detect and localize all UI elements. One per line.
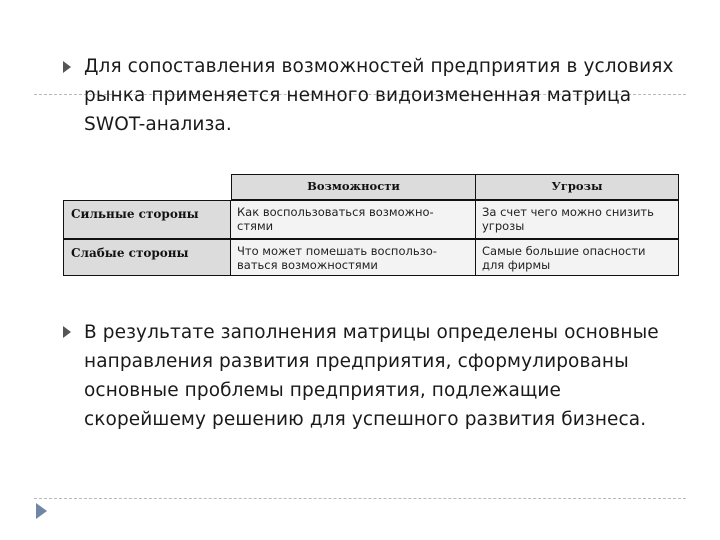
cell-line: стями [237,219,274,233]
cell-line: За счет чего можно снизить [482,205,654,219]
header-opportunities: Возможности [231,174,476,200]
cell-strengths-threats [476,200,679,239]
paragraph-line: направления развития предприятия, сформулированы [84,351,629,372]
bullet-triangle-icon [63,61,71,73]
paragraph-line: рынка применяется немного видоизмененная матрица [84,85,632,106]
cell-weaknesses-opportunities [231,239,476,276]
bullet-triangle-icon [63,326,71,338]
cell-line: Как воспользоваться возможно- [237,205,434,219]
cell-weaknesses-threats [476,239,679,276]
paragraph-line: В результате заполнения матрицы определены основные [84,322,659,343]
bottom-divider [34,498,686,499]
header-threats: Угрозы [476,174,679,200]
paragraph-1 [84,52,694,139]
cell-line: угрозы [482,219,525,233]
paragraph-line: основные проблемы предприятия, подлежащие [84,380,562,401]
cell-line: Что может помешать воспользо- [237,244,437,258]
cell-line: ваться возможностями [237,258,378,272]
row-label-weaknesses: Слабые стороны [63,239,231,276]
next-slide-icon[interactable] [36,503,47,519]
paragraph-line: скорейшему решению для успешного развития бизнеса. [84,409,647,430]
row-label-strengths: Сильные стороны [63,200,231,239]
swot-table [63,174,679,276]
paragraph-line: Для сопоставления возможностей предприятия в условиях [84,56,674,77]
cell-line: Самые большие опасности [482,244,646,258]
cell-strengths-opportunities [231,200,476,239]
paragraph-2 [84,318,694,434]
paragraph-line: SWOT-анализа. [84,114,232,135]
cell-line: для фирмы [482,258,551,272]
